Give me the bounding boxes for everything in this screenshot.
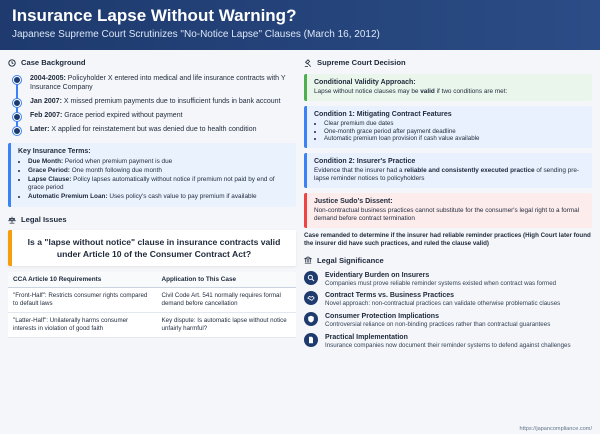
significance-item: Consumer Protection Implications Controversial reliance on non-binding practices rather than contractual guarantees bbox=[304, 312, 592, 329]
right-column bbox=[304, 56, 592, 424]
dissent-card: Justice Sudo's Dissent: Non-contractual business practices cannot substitute for the consumer's legal right to a formal demand before contract termination bbox=[304, 193, 592, 228]
list-item: • Clear premium due dates bbox=[324, 120, 585, 128]
list-item: • Automatic premium loan provision if cash value available bbox=[324, 135, 585, 143]
condition-2-card: Condition 2: Insurer's Practice Evidence that the insurer had a reliable and consistently executed practice of sending pre-lapse reminder notices to policyholders bbox=[304, 153, 592, 188]
significance-item: Practical Implementation Insurance companies now document their reminder systems to defend against challenges bbox=[304, 333, 592, 350]
table-header: Application to This Case bbox=[157, 272, 297, 288]
timeline-item: Later: X applied for reinstatement but was denied due to health condition bbox=[30, 125, 296, 134]
key-terms-box bbox=[8, 143, 296, 207]
legal-question: Is a "lapse without notice" clause in insurance contracts valid under Article 10 of the Consumer Contract Act? bbox=[8, 230, 296, 266]
remand-note: Case remanded to determine if the insurer had reliable reminder practices (High Court later found the insurer did have such practices, and ruled the clause valid) bbox=[304, 231, 591, 247]
legal-issues-heading: Legal Issues bbox=[8, 213, 296, 226]
significance-heading: Legal Significance bbox=[304, 254, 592, 267]
shield-icon bbox=[304, 312, 318, 326]
key-terms-title: Key Insurance Terms: bbox=[18, 148, 91, 155]
case-background-heading: Case Background bbox=[8, 56, 296, 69]
timeline-item: Feb 2007: Grace period expired without payment bbox=[30, 111, 296, 120]
significance-item: Contract Terms vs. Business Practices Novel approach: non-contractual practices can validate otherwise problematic clauses bbox=[304, 291, 592, 308]
page-title: Insurance Lapse Without Warning? bbox=[12, 6, 297, 25]
history-icon bbox=[8, 59, 16, 67]
left-column bbox=[8, 56, 296, 424]
scale-icon bbox=[8, 216, 16, 224]
case-timeline bbox=[8, 74, 296, 139]
conditional-validity-card: Conditional Validity Approach: Lapse without notice clauses may be valid if two conditions are met: bbox=[304, 74, 592, 101]
timeline-item: 2004-2005: Policyholder X entered into medical and life insurance contracts with Y Insurance Company bbox=[30, 74, 296, 92]
cca-table bbox=[8, 272, 296, 338]
term-item: • Due Month: Period when premium payment is due bbox=[28, 158, 289, 166]
document-icon bbox=[304, 333, 318, 347]
table-header: CCA Article 10 Requirements bbox=[8, 272, 157, 288]
significance-item: Evidentiary Burden on Insurers Companies must prove reliable reminder systems existed when contract was formed bbox=[304, 271, 592, 288]
page-subtitle: Japanese Supreme Court Scrutinizes "No-Notice Lapse" Clauses (March 16, 2012) bbox=[12, 29, 380, 40]
landmark-icon bbox=[304, 256, 312, 264]
gavel-icon bbox=[304, 59, 312, 67]
list-item: • One-month grace period after payment deadline bbox=[324, 128, 585, 136]
handshake-icon bbox=[304, 291, 318, 305]
footer-url: https://japancompliance.com/ bbox=[519, 426, 592, 432]
search-icon bbox=[304, 271, 318, 285]
decision-heading: Supreme Court Decision bbox=[304, 56, 592, 69]
table-row: "Latter-Half": Unilaterally harms consumer interests in violation of good faith Key dispute: Is automatic lapse without notice unfairly harmful? bbox=[8, 313, 296, 338]
term-item: • Lapse Clause: Policy lapses automatically without notice if premium not paid by end of grace period bbox=[28, 176, 289, 192]
term-item: • Grace Period: One month following due month bbox=[28, 167, 289, 175]
term-item: • Automatic Premium Loan: Uses policy's cash value to pay premium if available bbox=[28, 193, 289, 201]
page-header bbox=[0, 0, 600, 50]
timeline-item: Jan 2007: X missed premium payments due to insufficient funds in bank account bbox=[30, 97, 296, 106]
table-row: "Front-Half": Restricts consumer rights compared to default laws Civil Code Art. 541 normally requires formal demand before cancellation bbox=[8, 288, 296, 313]
condition-1-card: Condition 1: Mitigating Contract Features • Clear premium due dates • One-month grace period after payment deadline • Automatic premium loan provision if cash value available bbox=[304, 106, 592, 148]
